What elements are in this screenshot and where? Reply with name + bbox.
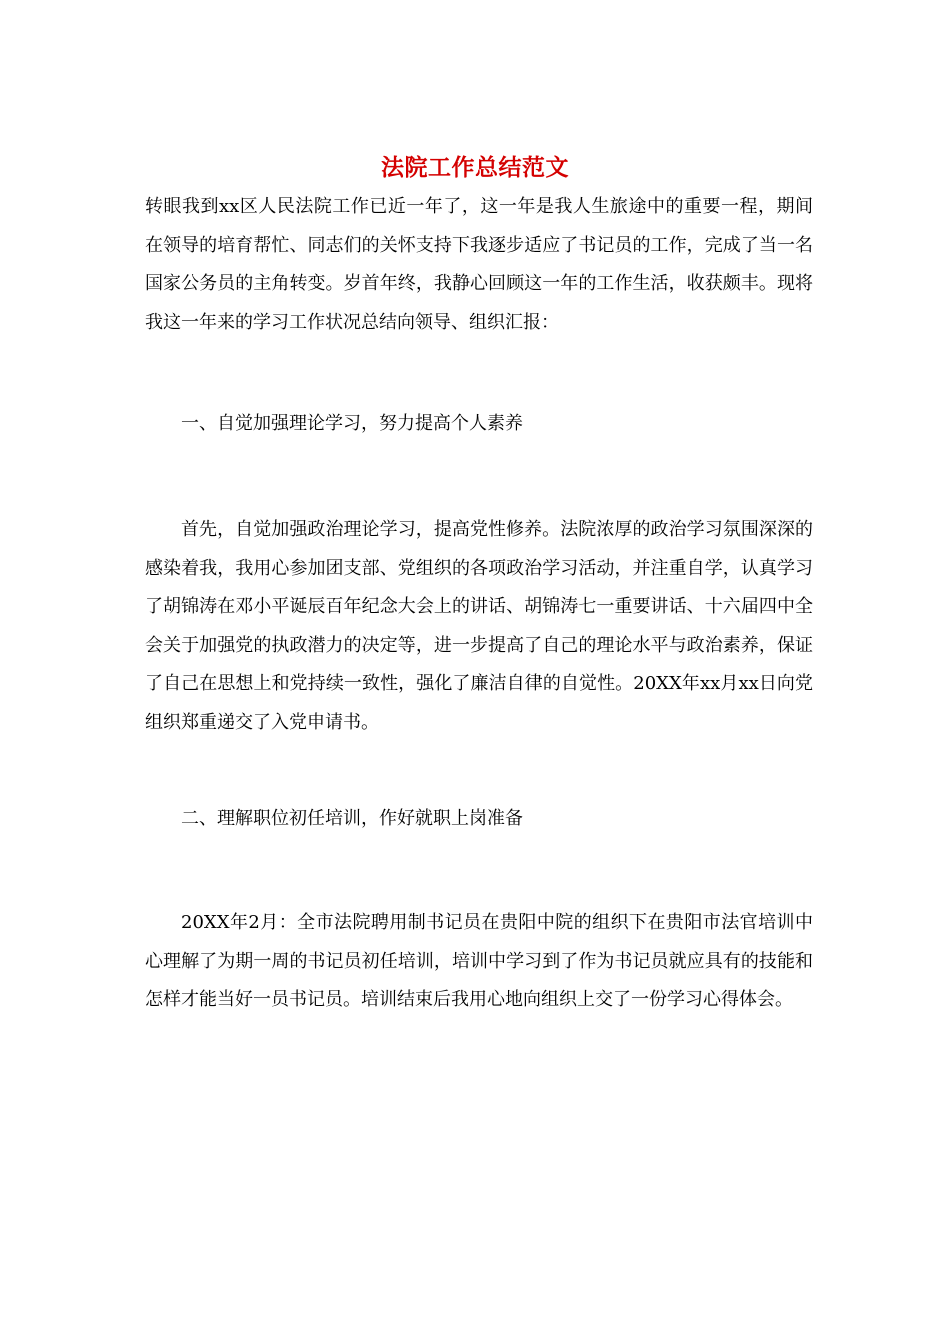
section1-heading: 一、自觉加强理论学习，努力提高个人素养 xyxy=(181,413,523,434)
section1-paragraph: 首先，自觉加强政治理论学习，提高党性修养。法院浓厚的政治学习氛围深深的感染着我，我用心参加团支部、党组织的各项政治学习活动，并注重自学，认真学习了胡锦涛在邓小平诞辰百年纪念大会上的讲话、胡锦涛七一重要讲话、十六届四中全会关于加强党的执政潜力的决定等，进一步提高了自己的理论水平与政治素养，保证了自己在思想上和党持续一致性，强化了廉洁自律的自觉性。20XX年xx月xx日向党组织郑重递交了入党申请书。 xyxy=(145,519,813,733)
section2-paragraph: 20XX年2月：全市法院聘用制书记员在贵阳中院的组织下在贵阳市法官培训中心理解了为期一周的书记员初任培训，培训中学习到了作为书记员就应具有的技能和怎样才能当好一员书记员。培训结束后我用心地向组织上交了一份学习心得体会。 xyxy=(145,912,813,1010)
intro-paragraph: 转眼我到xx区人民法院工作已近一年了，这一年是我人生旅途中的重要一程，期间在领导的培育帮忙、同志们的关怀支持下我逐步适应了书记员的工作，完成了当一名国家公务员的主角转变。岁首年终，我静心回顾这一年的工作生活，收获颇丰。现将我这一年来的学习工作状况总结向领导、组织汇报： xyxy=(145,196,813,333)
section2-heading: 二、理解职位初任培训，作好就职上岗准备 xyxy=(181,808,523,829)
document-title: 法院工作总结范文 xyxy=(381,154,569,181)
